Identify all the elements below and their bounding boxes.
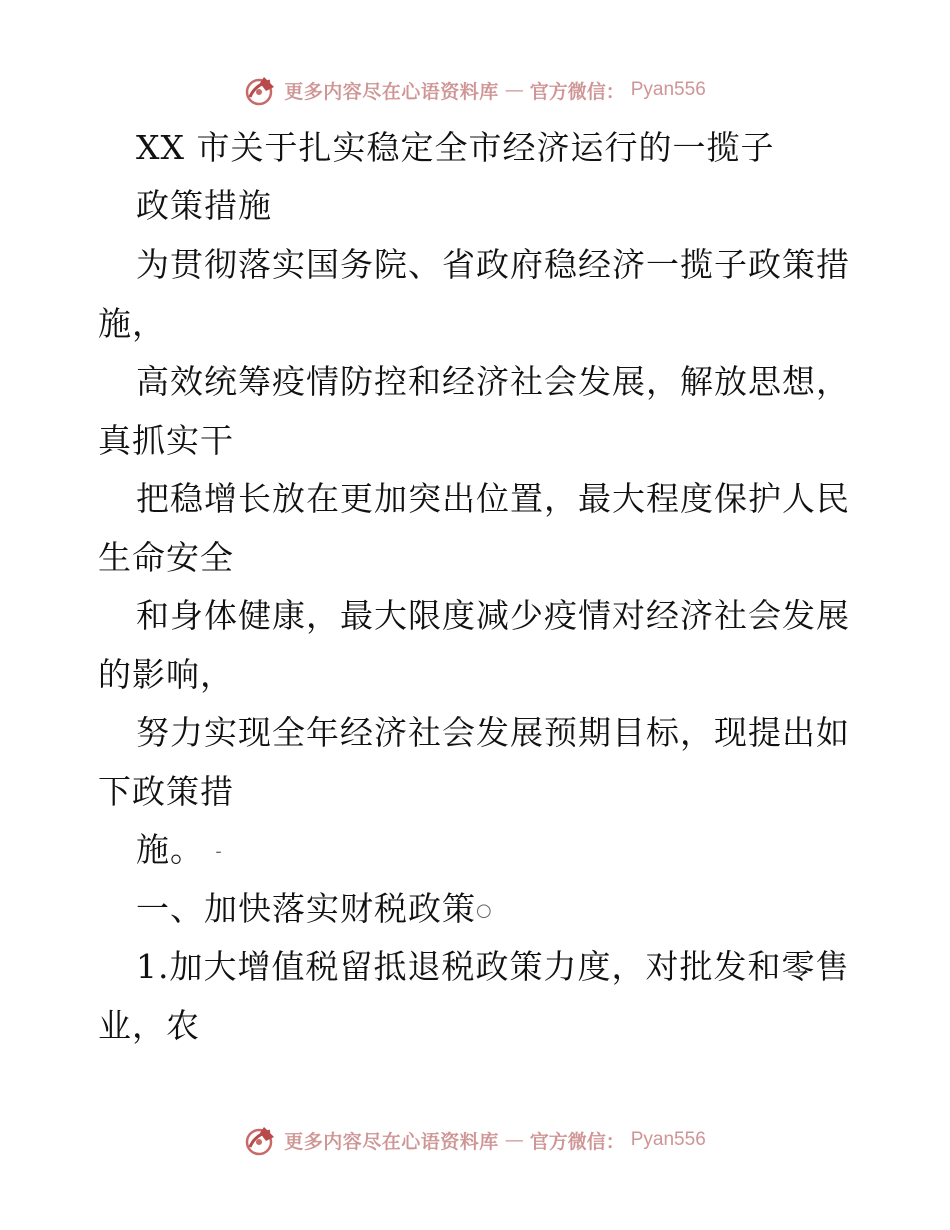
watermark-text: 更多内容尽在心语资料库 bbox=[284, 80, 499, 103]
watermark-banner-top bbox=[0, 70, 950, 110]
paragraph-text: 施。 bbox=[136, 830, 204, 869]
title-line-1: XX 市关于扎实稳定全市经济运行的一揽子 bbox=[136, 128, 775, 167]
paragraph-line: 施， bbox=[98, 304, 166, 343]
watermark-banner-bottom bbox=[0, 1120, 950, 1160]
paragraph-line: 1.加大增值税留抵退税政策力度，对批发和零售 bbox=[136, 947, 850, 986]
watermark-dash: — bbox=[504, 1129, 524, 1151]
paragraph-line: 为贯彻落实国务院、省政府稳经济一揽子政策措 bbox=[136, 245, 850, 284]
paragraph-line: 真抓实干 bbox=[98, 421, 234, 460]
watermark-wechat-id: Pyan556 bbox=[630, 79, 706, 100]
watermark-dash: — bbox=[504, 79, 524, 101]
paragraph-line bbox=[136, 830, 223, 870]
pen-logo-icon bbox=[244, 73, 278, 107]
paragraph-line: 的影响， bbox=[98, 655, 234, 694]
watermark-text: 更多内容尽在心语资料库 bbox=[284, 1130, 499, 1153]
paragraph-line: 业，农 bbox=[98, 1006, 200, 1045]
paragraph-mark-icon: ○ bbox=[476, 900, 493, 921]
title-line-2: 政策措施 bbox=[136, 186, 272, 225]
paragraph-line: 高效统筹疫情防控和经济社会发展，解放思想， bbox=[136, 362, 850, 401]
watermark-wechat-label: 官方微信： bbox=[529, 1130, 625, 1153]
format-mark: - bbox=[215, 841, 223, 862]
section-heading bbox=[136, 889, 493, 929]
paragraph-line: 和身体健康，最大限度减少疫情对经济社会发展 bbox=[136, 596, 850, 635]
paragraph-line: 把稳增长放在更加突出位置，最大程度保护人民 bbox=[136, 479, 850, 518]
paragraph-line: 努力实现全年经济社会发展预期目标，现提出如 bbox=[136, 713, 850, 752]
pen-logo-icon bbox=[244, 1123, 278, 1157]
paragraph-line: 生命安全 bbox=[98, 538, 234, 577]
watermark-wechat-label: 官方微信： bbox=[529, 80, 625, 103]
section-heading-text: 一、加快落实财税政策 bbox=[136, 889, 476, 928]
paragraph-line: 下政策措 bbox=[98, 772, 234, 811]
watermark-wechat-id: Pyan556 bbox=[630, 1129, 706, 1150]
